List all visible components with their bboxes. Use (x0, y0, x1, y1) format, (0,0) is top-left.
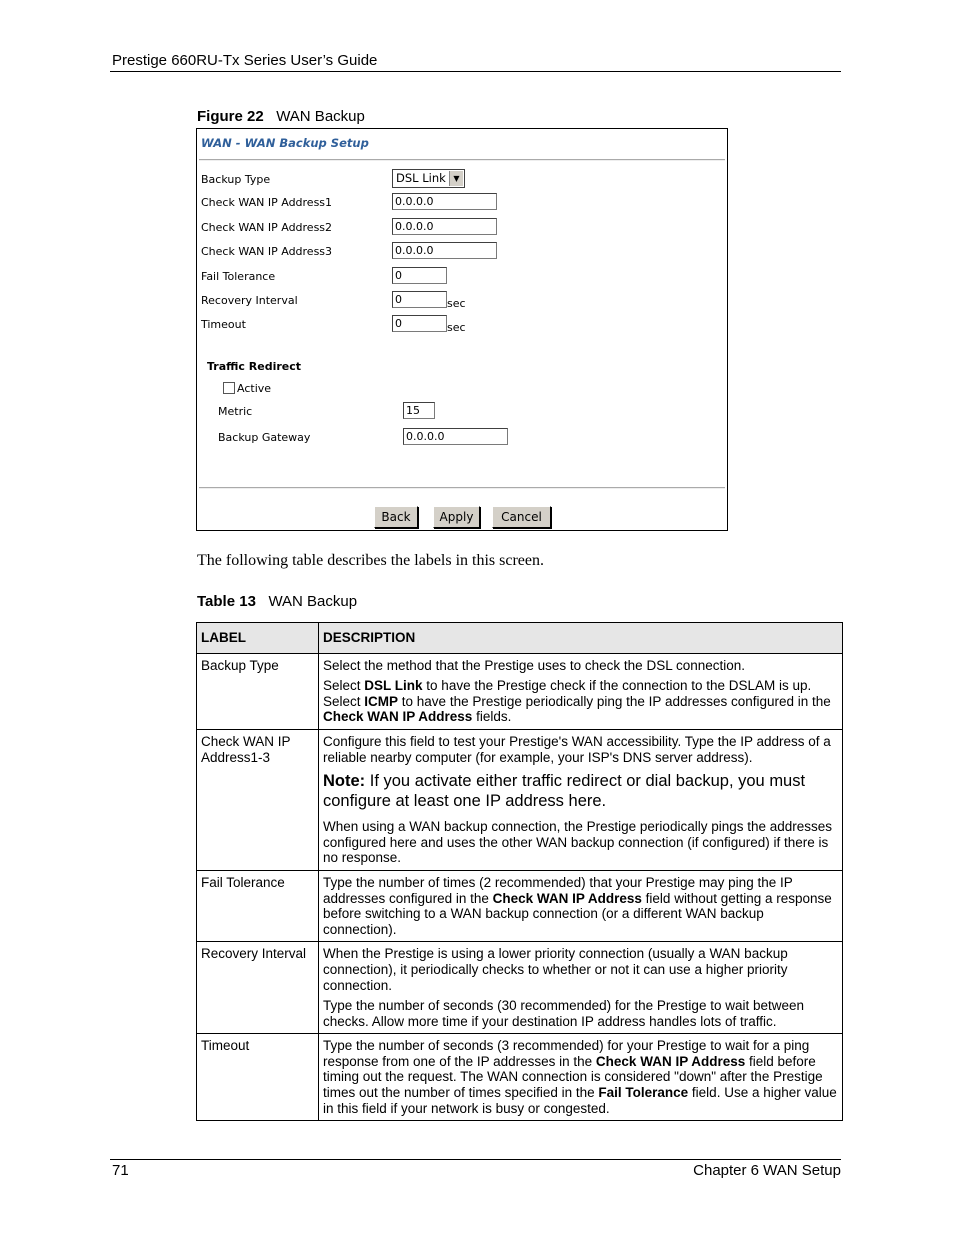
bottom-divider (199, 487, 725, 489)
backup-gateway-label: Backup Gateway (218, 431, 311, 444)
recovery-interval-label: Recovery Interval (201, 294, 298, 307)
fail-tolerance-input[interactable] (392, 267, 447, 284)
description-paragraph: Type the number of times (2 recommended) that your Prestige may ping the IP addresses configured in the Check WAN IP Address field without getting a response before switching to a WAN backup connection (or a different WAN backup connection). (323, 874, 832, 937)
check-ip3-input[interactable] (392, 242, 497, 259)
table-row (197, 729, 843, 870)
back-button[interactable]: Back (374, 506, 418, 528)
figure-caption (197, 108, 365, 125)
recovery-interval-unit: sec (447, 297, 466, 310)
table-label: Table 13 (197, 593, 256, 610)
table-header-row (197, 623, 843, 654)
description-paragraph: Type the number of seconds (3 recommended) for your Prestige to wait for a ping response from one of the IP addresses in the Check WAN IP Address field before timing out the request. The WAN connection is considered "down" after the Prestige times out the number of times specified in the Fail Tolerance field. Use a higher value in this field if your network is busy or congested. (323, 1038, 837, 1116)
backup-type-label: Backup Type (201, 173, 271, 186)
chapter-title: Chapter 6 WAN Setup (693, 1162, 841, 1179)
wan-backup-screenshot (196, 128, 728, 531)
check-ip2-input[interactable] (392, 218, 497, 235)
description-paragraph: When the Prestige is using a lower priority connection (usually a WAN backup connection), it periodically checks to whether or not it can use a higher priority connection. (323, 946, 788, 993)
row-label: Timeout (197, 1034, 319, 1121)
row-description (319, 870, 843, 941)
row-description (319, 729, 843, 870)
check-ip2-label: Check WAN IP Address2 (201, 221, 333, 234)
description-paragraph: Select DSL Link to have the Prestige check if the connection to the DSLAM is up. Select ICMP to have the Prestige periodically ping the IP addresses configured in the Check WAN IP Address fields. (323, 678, 831, 725)
row-label: Backup Type (197, 653, 319, 729)
cancel-button[interactable]: Cancel (492, 506, 551, 528)
backup-type-value: DSL Link (396, 171, 446, 185)
wan-backup-table (196, 622, 843, 1121)
backup-gateway-input[interactable] (403, 428, 508, 445)
table-row (197, 870, 843, 941)
intro-text: The following table describes the labels in this screen. (197, 552, 545, 569)
metric-input[interactable] (403, 402, 435, 419)
header-rule (110, 71, 841, 72)
recovery-interval-input[interactable] (392, 291, 447, 308)
row-description (319, 942, 843, 1034)
backup-type-select[interactable] (392, 169, 465, 188)
fail-tolerance-label: Fail Tolerance (201, 270, 276, 283)
table-row (197, 653, 843, 729)
timeout-unit: sec (447, 321, 466, 334)
description-paragraph: Configure this field to test your Prestige's WAN accessibility. Type the IP address of a reliable nearby computer (for example, your ISP's DNS server address). (323, 733, 831, 765)
figure-label: Figure 22 (197, 108, 264, 125)
apply-button[interactable]: Apply (433, 506, 480, 528)
traffic-redirect-heading: Traffic Redirect (207, 360, 301, 373)
metric-label: Metric (218, 405, 253, 418)
table-caption (197, 593, 357, 610)
check-ip1-label: Check WAN IP Address1 (201, 196, 333, 209)
screen-title: WAN - WAN Backup Setup (201, 136, 369, 150)
figure-title: WAN Backup (276, 108, 365, 125)
column-header-description: DESCRIPTION (319, 623, 843, 654)
table-title: WAN Backup (268, 593, 358, 610)
row-label: Check WAN IP Address1-3 (197, 729, 319, 870)
note: Note: If you activate either traffic redirect or dial backup, you must configure at least one IP address here. (323, 772, 806, 811)
row-description (319, 1034, 843, 1121)
timeout-input[interactable] (392, 315, 447, 332)
table-row (197, 942, 843, 1034)
running-header: Prestige 660RU-Tx Series User’s Guide (112, 52, 378, 69)
top-divider (199, 159, 725, 161)
column-header-label: LABEL (197, 623, 319, 654)
page-number: 71 (112, 1162, 129, 1179)
active-checkbox[interactable] (223, 382, 235, 394)
active-label: Active (237, 382, 272, 395)
description-paragraph: When using a WAN backup connection, the Prestige periodically pings the addresses configured here and uses the other WAN backup connection (if configured) if there is no response. (323, 819, 833, 866)
description-paragraph: Type the number of seconds (30 recommended) for the Prestige to wait between checks. Allow more time if your destination IP address handles lots of traffic. (323, 998, 805, 1029)
footer-rule (110, 1159, 841, 1160)
check-ip1-input[interactable] (392, 193, 497, 210)
row-description (319, 653, 843, 729)
description-paragraph: Select the method that the Prestige uses to check the DSL connection. (323, 657, 746, 673)
timeout-label: Timeout (201, 318, 246, 331)
row-label: Recovery Interval (197, 942, 319, 1034)
check-ip3-label: Check WAN IP Address3 (201, 245, 333, 258)
table-row (197, 1034, 843, 1121)
row-label: Fail Tolerance (197, 870, 319, 941)
chevron-down-icon[interactable]: ▼ (449, 171, 463, 186)
